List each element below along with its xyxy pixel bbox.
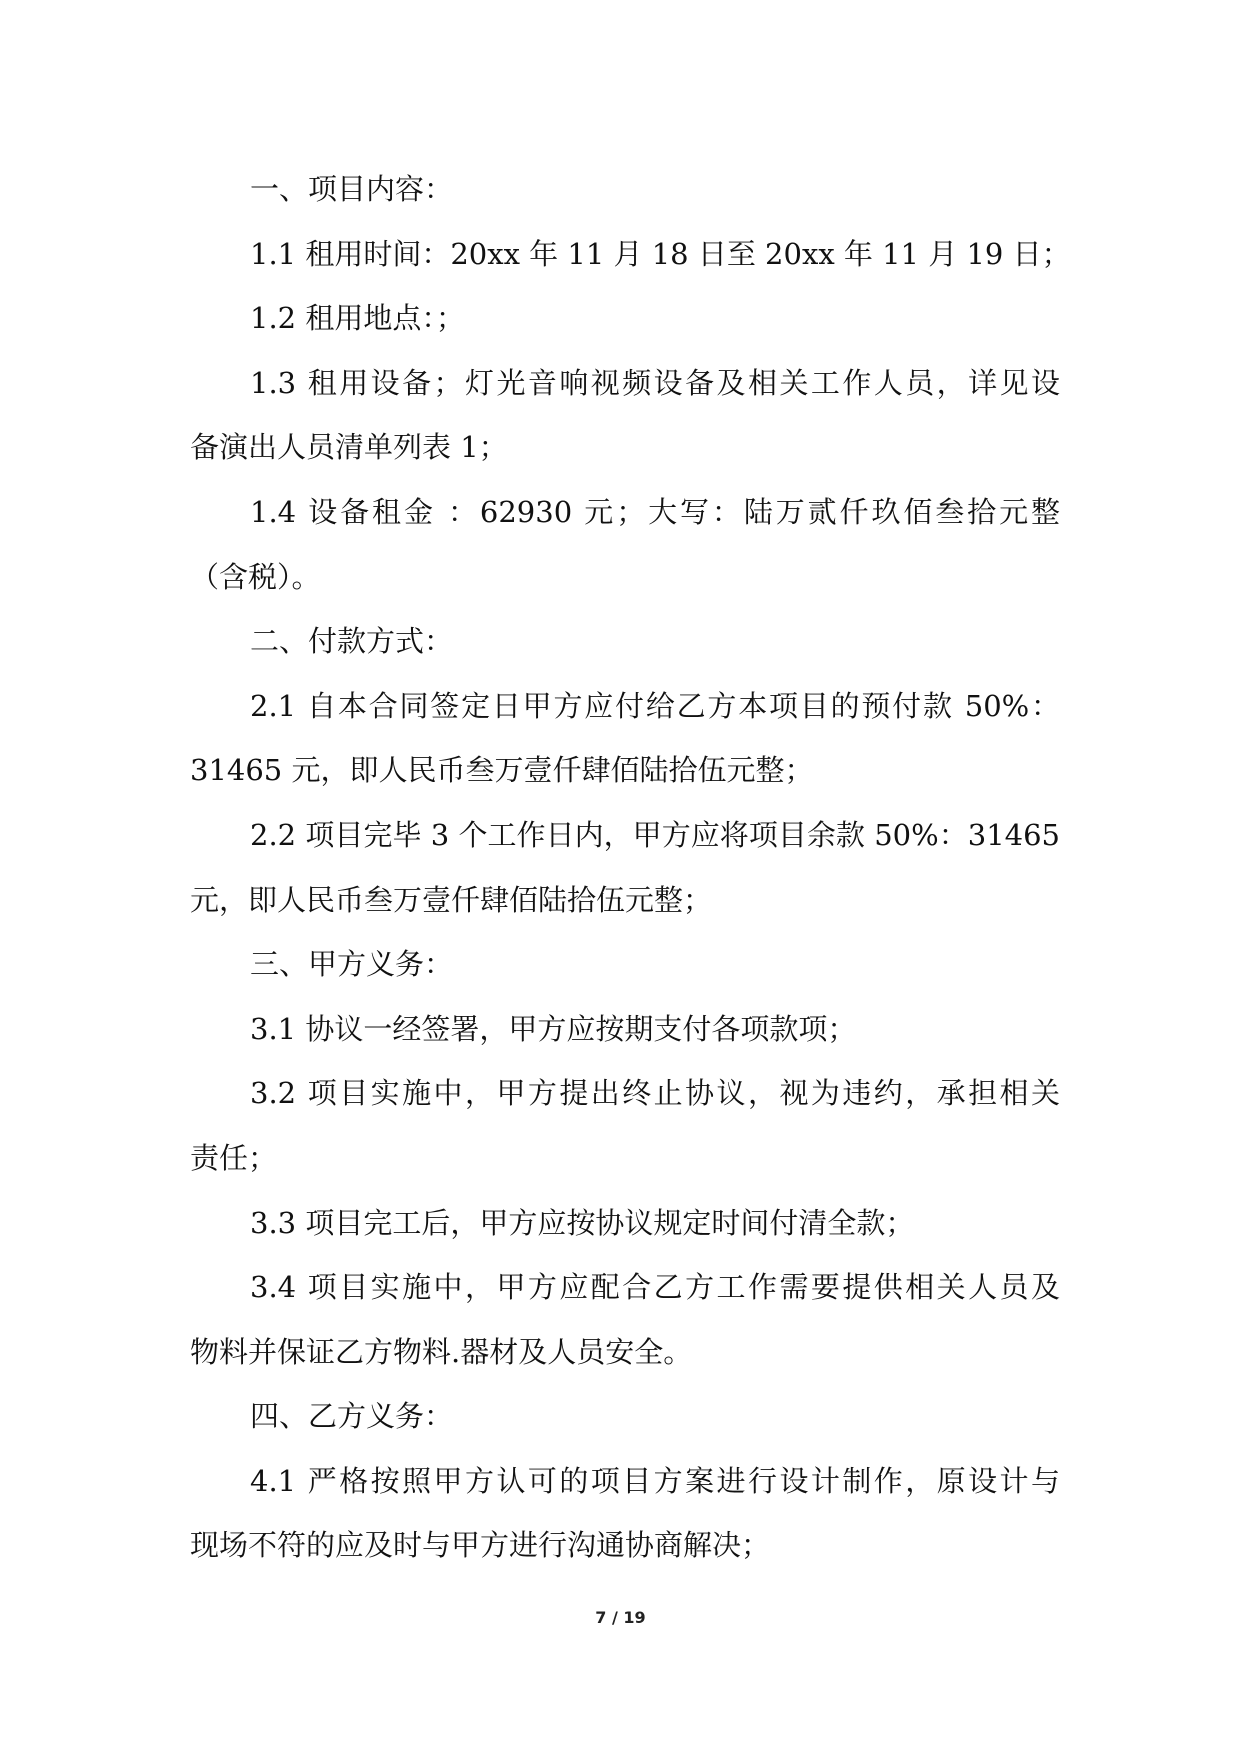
paragraph-line: 现场不符的应及时与甲方进行沟通协商解决； [190,1528,771,1563]
paragraph-line: （含税）。 [190,559,321,594]
paragraph-line: 1.2 租用地点：； [250,301,465,336]
paragraph-line: 2.1 自本合同签定日甲方应付给乙方本项目的预付款 50%： [250,688,1060,723]
paragraph-line: 2.2 项目完毕 3 个工作日内，甲方应将项目余款 50%：31465 [250,817,1060,852]
paragraph-line: 元，即人民币叁万壹仟肆佰陆拾伍元整； [190,882,713,917]
paragraph-line: 1.3 租用设备；灯光音响视频设备及相关工作人员，详见设 [250,365,1060,400]
section-heading-party-b-obligations: 四、乙方义务： [250,1399,454,1434]
section-heading-project-content: 一、项目内容： [250,172,454,206]
page-number: 7 / 19 [595,1608,646,1627]
section-heading-party-a-obligations: 三、甲方义务： [250,947,454,982]
paragraph-line: 3.3 项目完工后，甲方应按协议规定时间付清全款； [250,1205,915,1240]
paragraph-line: 物料并保证乙方物料.器材及人员安全。 [190,1334,693,1369]
section-heading-payment: 二、付款方式： [250,624,454,659]
paragraph-line: 1.1 租用时间：20xx 年 11 月 18 日至 20xx 年 11 月 19 日； [250,236,1071,271]
paragraph-line: 责任； [190,1140,278,1175]
paragraph-line: 4.1 严格按照甲方认可的项目方案进行设计制作，原设计与 [250,1463,1060,1498]
paragraph-line: 备演出人员清单列表 1； [190,430,508,465]
paragraph-line: 3.4 项目实施中，甲方应配合乙方工作需要提供相关人员及 [250,1270,1060,1305]
paragraph-line: 31465 元，即人民币叁万壹仟肆佰陆拾伍元整； [190,753,814,788]
paragraph-line: 3.1 协议一经签署，甲方应按期支付各项款项； [250,1011,857,1046]
paragraph-line: 1.4 设备租金 ：62930 元；大写：陆万贰仟玖佰叁拾元整 [250,494,1060,529]
document-body [190,157,1071,1578]
paragraph-line: 3.2 项目实施中，甲方提出终止协议，视为违约，承担相关 [250,1076,1060,1111]
